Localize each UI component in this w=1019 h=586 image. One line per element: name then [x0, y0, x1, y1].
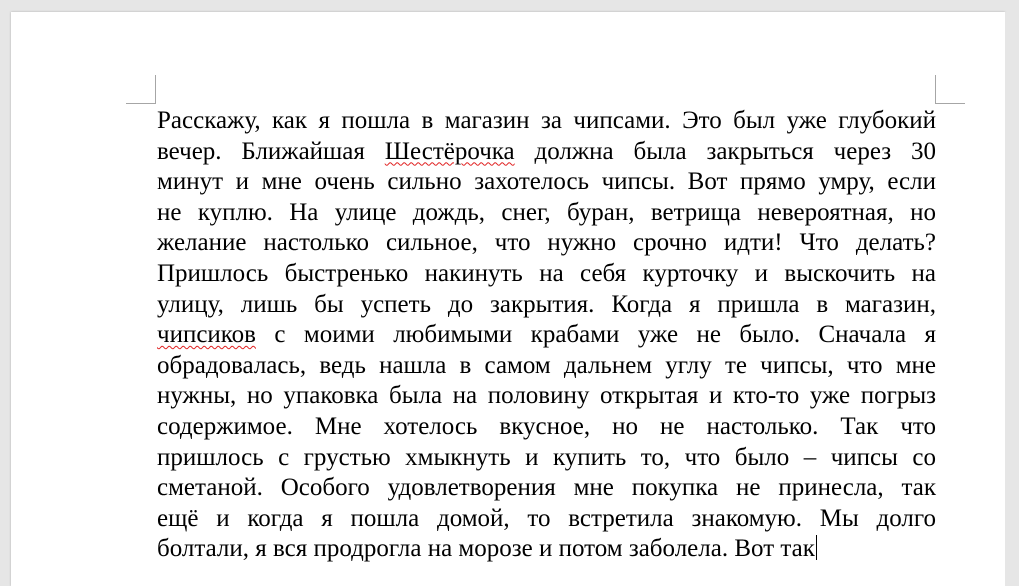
text-line-12[interactable]: пришлось с грустью хмыкнуть и купить то, что было – чипсы со — [157, 443, 936, 471]
text-line-11[interactable]: содержимое. Мне хотелось вкусное, но не настолько. Так что — [157, 412, 936, 440]
text-line-2[interactable] — [157, 137, 936, 168]
text-line-10[interactable]: нужны, но упаковка была на половину открытая и кто-то уже погрыз — [157, 382, 936, 410]
text-line-5[interactable]: желание настолько сильное, что нужно срочно идти! Что делать? — [157, 229, 936, 257]
text-line-1[interactable]: Расскажу, как я пошла в магазин за чипсами. Это был уже глубокий — [157, 107, 936, 134]
text-line-4[interactable]: не куплю. На улице дождь, снег, буран, ветрища невероятная, но — [157, 198, 936, 226]
misspelled-word[interactable]: чипсиков — [157, 321, 256, 349]
text-cursor — [816, 535, 817, 560]
misspelled-word[interactable]: Шестёрочка — [384, 137, 515, 165]
document-body-text[interactable] — [157, 106, 936, 565]
text-line-13[interactable]: сметаной. Особого удовлетворения мне покупка не принесла, так — [157, 474, 936, 502]
crop-mark-top-right-horizontal — [935, 103, 965, 104]
text-line-15[interactable] — [157, 534, 936, 565]
window-top-strip — [0, 0, 1019, 12]
text-line-9[interactable]: обрадовалась, ведь нашла в самом дальнем углу те чипсы, что мне — [157, 351, 936, 379]
text-line-6[interactable]: Пришлось быстренько накинуть на себя курточку и выскочить на — [157, 259, 936, 287]
crop-mark-top-right-vertical — [935, 75, 936, 104]
text-line-8[interactable] — [157, 320, 936, 351]
page-right-gutter — [1005, 12, 1019, 586]
text-line-2-post: должна была закрыться через 30 — [514, 137, 936, 165]
text-line-8-post: с моими любимыми крабами уже не было. Сначала я — [256, 321, 936, 349]
crop-mark-top-left-vertical — [155, 75, 156, 104]
text-line-2-pre: вечер. Ближайшая — [157, 137, 385, 165]
text-line-7[interactable]: улицу, лишь бы успеть до закрытия. Когда я пришла в магазин, — [157, 290, 936, 318]
text-line-15-text: болтали, я вся продрогла на морозе и потом заболела. Вот так — [157, 535, 815, 563]
text-line-14[interactable]: ещё и когда я пошла домой, то встретила знакомую. Мы долго — [157, 504, 936, 532]
crop-mark-top-left-horizontal — [126, 103, 156, 104]
text-line-3[interactable]: минут и мне очень сильно захотелось чипсы. Вот прямо умру, если — [157, 168, 936, 196]
